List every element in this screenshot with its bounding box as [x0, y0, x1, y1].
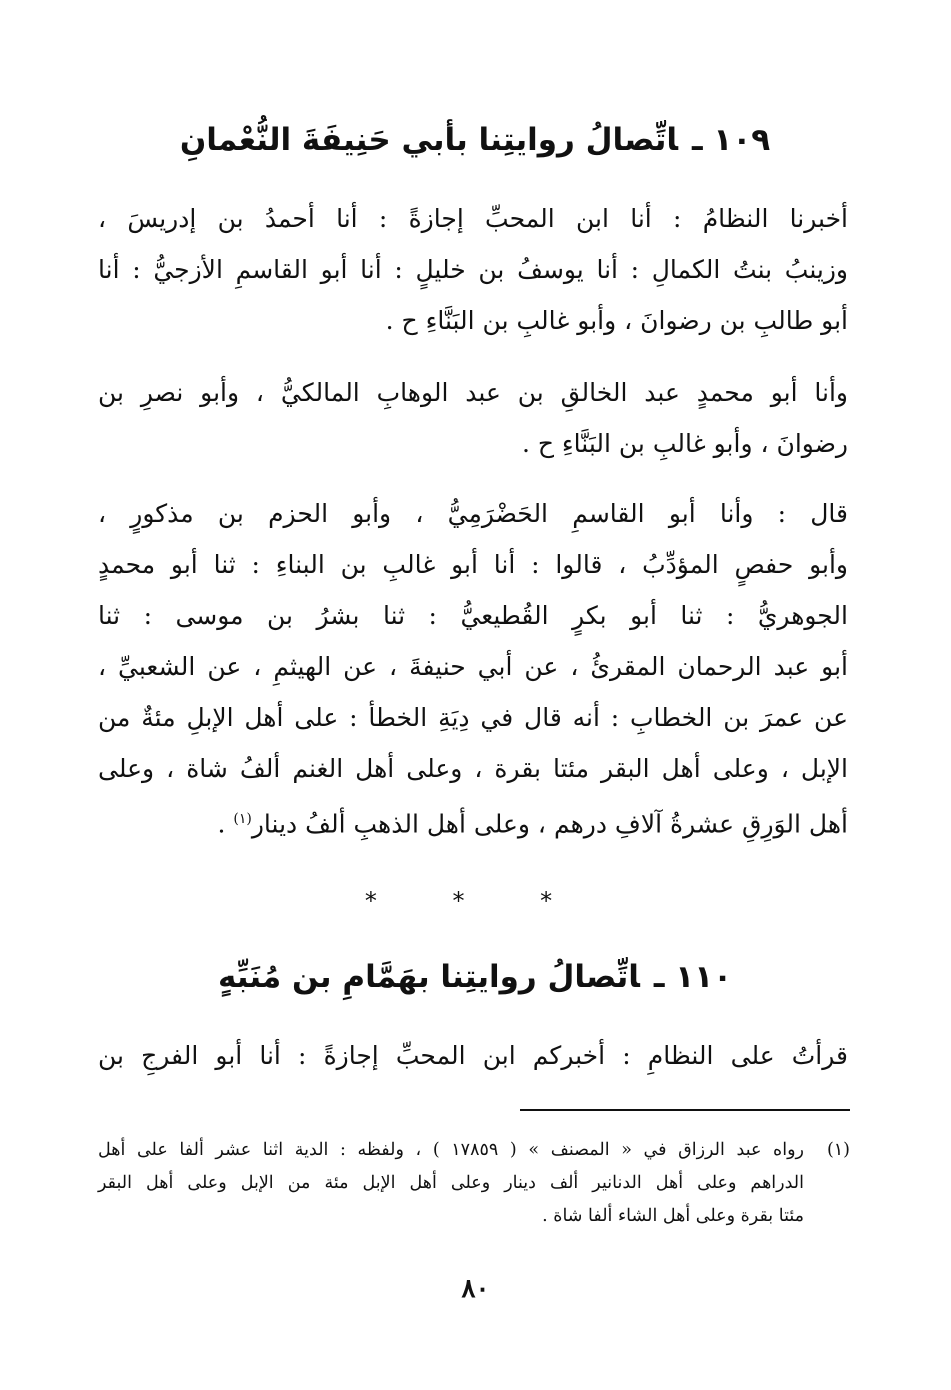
footnote-line: رواه عبد الرزاق في « المصنف » ( ١٧٨٥٩ ) ، ولفظه : الدية اثنا عشر ألفا على أهل	[98, 1140, 804, 1160]
text-line: الإبل ، وعلى أهل البقر مئتا بقرة ، وعلى أهل الغنم ألفُ شاة ، وعلى	[98, 754, 848, 783]
text-line: أخبرنا النظامُ : أنا ابن المحبِّ إجازةً : أنا أحمدُ بن إدريسَ ،	[98, 204, 848, 233]
text-line: أبو عبد الرحمان المقرئُ ، عن أبي حنيفةَ ، عن الهيثمِ ، عن الشعبيِّ ،	[98, 652, 848, 681]
footnote-divider	[520, 1109, 850, 1111]
section-title: اتِّصالُ روايتِنا بأبي حَنِيفَةَ النُّعْمانِ	[179, 122, 679, 158]
text-line: قرأتُ على النظامِ : أخبركم ابن المحبِّ إجازةً : أنا أبو الفرجِ بن	[98, 1041, 848, 1070]
text-line: قال : وأنا أبو القاسمِ الحَضْرَمِيُّ ، وأبو الحزم بن مذكورٍ ،	[98, 499, 848, 528]
text-line: الجوهريُّ : ثنا أبو بكرٍ القُطيعيُّ : ثنا بشرُ بن موسى : ثنا	[98, 601, 848, 630]
paragraph	[98, 367, 848, 469]
section-number: ١٠٩ ـ	[692, 122, 771, 158]
sentence-end: .	[217, 809, 226, 839]
footnote-body	[98, 1134, 804, 1233]
text-line: وأنا أبو محمدٍ عبد الخالقِ بن عبد الوهابِ المالكيُّ ، وأبو نصرِ بن	[98, 378, 848, 407]
paragraph	[98, 488, 848, 849]
text-line: عن عمرَ بن الخطابِ : أنه قال في دِيَةِ الخطأ : على أهل الإبلِ مئةٌ من	[98, 703, 848, 732]
paragraph	[98, 1030, 848, 1081]
text-line	[98, 794, 848, 849]
text-line: رضوانَ ، وأبو غالبِ بن البَنَّاءِ ح .	[521, 429, 848, 458]
footnote-reference[interactable]: (١)	[233, 811, 252, 827]
section-title: اتِّصالُ روايتِنا بهَمَّامِ بن مُنَبِّهٍ	[217, 959, 640, 995]
footnote-line: الدراهم وعلى أهل الدنانير ألف دينار وعلى أهل الإبل مئة من الإبل وعلى أهل البقر	[98, 1173, 804, 1193]
paragraph	[98, 193, 848, 346]
text-line: وزينبُ بنتُ الكمالِ : أنا يوسفُ بن خليلٍ : أنا أبو القاسمِ الأزجيُّ : أنا	[98, 255, 848, 284]
footnote-number: (١)	[826, 1140, 850, 1160]
footnote-line: مئتا بقرة وعلى أهل الشاء ألفا شاة .	[542, 1206, 804, 1226]
page-number: ٨٠	[461, 1274, 490, 1304]
section-heading-109	[80, 118, 870, 162]
text-line-content: أهل الوَرِقِ عشرةُ آلافِ درهم ، وعلى أهل الذهبِ ألفُ دينار	[251, 809, 848, 839]
section-number: ١١٠ ـ	[653, 959, 733, 995]
section-heading-110	[80, 955, 870, 999]
text-line: أبو طالبِ بن رضوانَ ، وأبو غالبِ بن البَنَّاءِ ح .	[385, 306, 848, 335]
text-line: وأبو حفصٍ المؤدِّبُ ، قالوا : أنا أبو غالبِ بن البناءِ : ثنا أبو محمدٍ	[98, 550, 848, 579]
footnote	[98, 1134, 850, 1233]
section-separator: * * *	[364, 887, 587, 915]
